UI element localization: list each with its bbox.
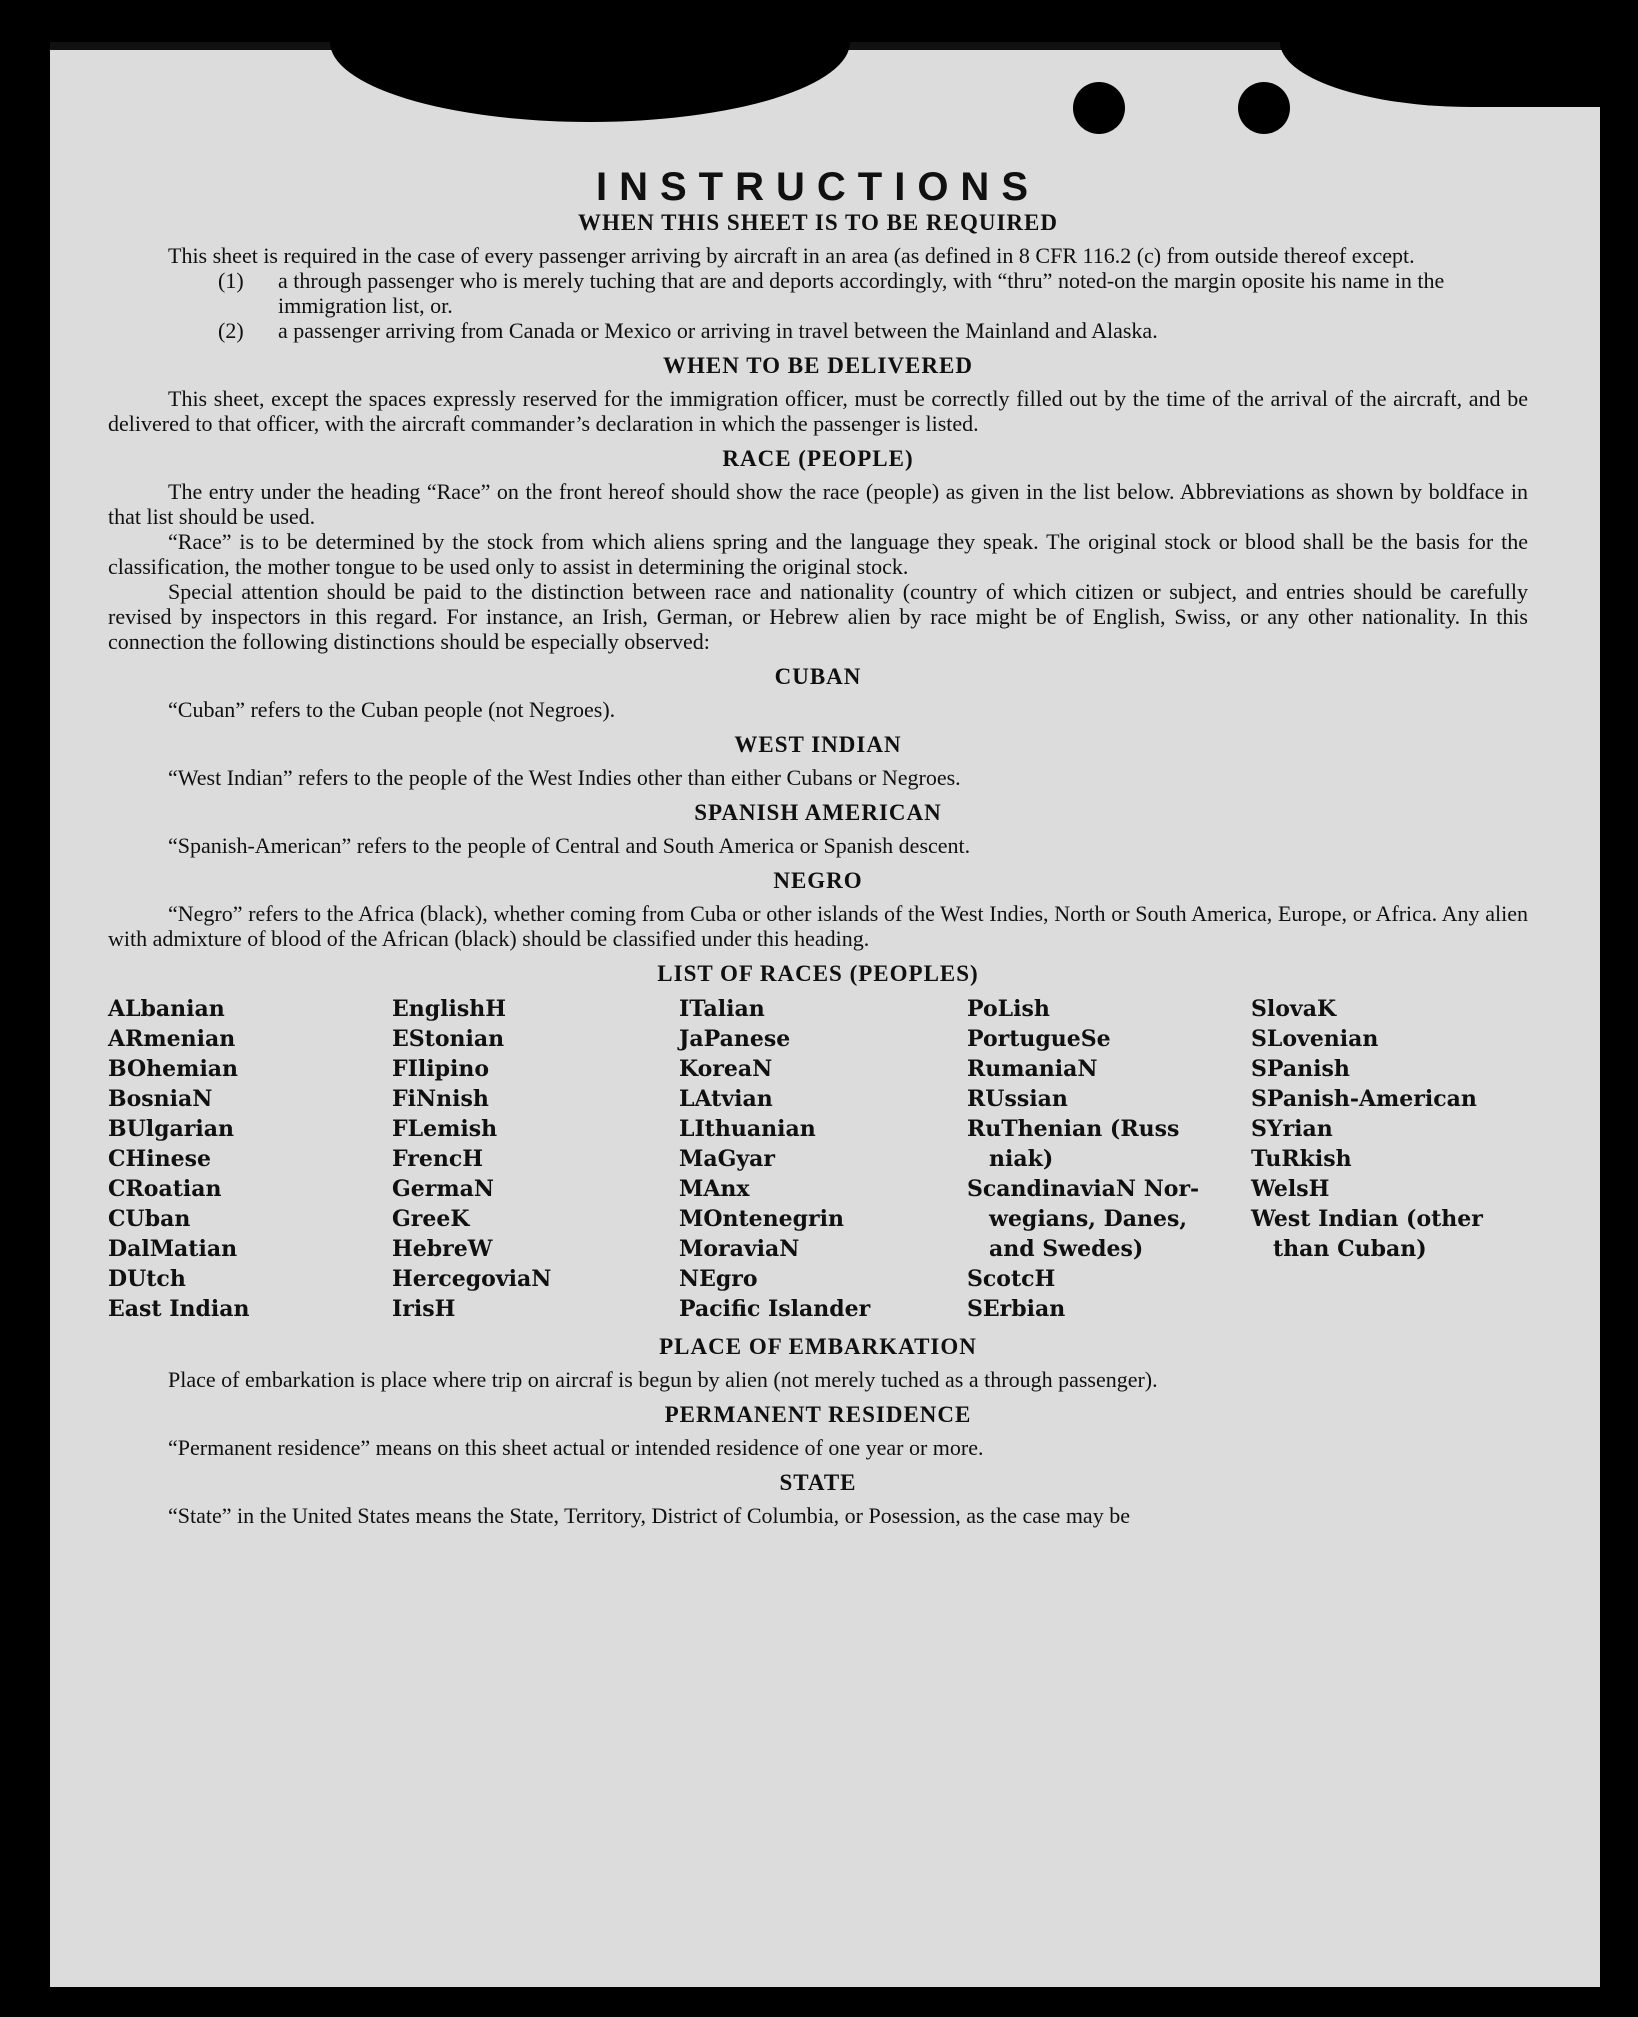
race-item: ALbanian — [108, 996, 225, 1022]
spanish-american-text: “Spanish-American” refers to the people of Central and South America or Spanish descent. — [168, 833, 971, 858]
race-item: RuThenian (Russ — [967, 1116, 1180, 1142]
race-item: ScotcH — [967, 1266, 1056, 1292]
section-heading-west-indian: WEST INDIAN — [734, 732, 902, 757]
race-item: EStonian — [392, 1026, 505, 1052]
delivered-text: This sheet, except the spaces expressly reserved for the immigration officer, must be correctly filled out by the time of the arrival of the aircraft, and be delivered to that officer, with the aircraft commander’s declaration in which the passenger is listed. — [108, 386, 1528, 436]
race-item-continued: wegians, Danes, — [989, 1206, 1187, 1232]
race-item: NEgro — [679, 1266, 758, 1292]
state-text: “State” in the United States means the State, Territory, District of Columbia, or Posession, as the case may be — [168, 1503, 1130, 1528]
race-item: HercegoviaN — [392, 1266, 552, 1292]
race-paragraph-3: Special attention should be paid to the distinction between race and nationality (country of which citizen or subject, and entries should be carefully revised by inspectors in this regard. For instance, an Irish, German, or Hebrew alien by race might be of English, Swiss, or any other nationality. In this connection the following distinctions should be especially observed: — [108, 579, 1528, 654]
races-column-4 — [967, 994, 1251, 1324]
west-indian-text: “West Indian” refers to the people of the West Indies other than either Cubans or Negroes. — [168, 765, 961, 790]
race-item: SErbian — [967, 1296, 1066, 1322]
section-heading-race: RACE (PEOPLE) — [722, 446, 914, 471]
page-title: INSTRUCTIONS — [596, 165, 1040, 209]
cuban-text: “Cuban” refers to the Cuban people (not Negroes). — [168, 697, 616, 722]
torn-edge — [1280, 42, 1600, 107]
exceptions-list — [218, 268, 1528, 343]
race-item: BosniaN — [108, 1086, 213, 1112]
negro-text: “Negro” refers to the Africa (black), whether coming from Cuba or other islands of the West Indies, North or South America, Europe, or Africa. Any alien with admixture of blood of the African (black) should be classified under this heading. — [108, 901, 1528, 951]
race-item: FIlipino — [392, 1056, 490, 1082]
race-item: CUban — [108, 1206, 191, 1232]
race-item: MoraviaN — [679, 1236, 800, 1262]
section-heading-required: WHEN THIS SHEET IS TO BE REQUIRED — [578, 210, 1058, 235]
section-heading-spanish-american: SPANISH AMERICAN — [694, 800, 942, 825]
race-item: DalMatian — [108, 1236, 238, 1262]
race-item: RUssian — [967, 1086, 1068, 1112]
race-item: ARmenian — [108, 1026, 236, 1052]
race-item: RumaniaN — [967, 1056, 1098, 1082]
punch-hole — [1238, 82, 1290, 134]
race-item: BUlgarian — [108, 1116, 234, 1142]
race-item: GreeK — [392, 1206, 470, 1232]
race-item: MAnx — [679, 1176, 750, 1202]
race-item: PortugueSe — [967, 1026, 1111, 1052]
race-item: FrencH — [392, 1146, 483, 1172]
race-item: West Indian (other — [1251, 1206, 1483, 1232]
race-paragraph-1: The entry under the heading “Race” on the front hereof should show the race (people) as given in the list below. Abbreviations as shown by boldface in that list should be used. — [108, 479, 1528, 529]
race-item: EnglishH — [392, 996, 507, 1022]
required-intro: This sheet is required in the case of every passenger arriving by aircraft in an area (as defined in 8 CFR 116.2 (c) from outside thereof except. — [168, 243, 1415, 268]
race-item: MOntenegrin — [679, 1206, 844, 1232]
race-item: HebreW — [392, 1236, 493, 1262]
race-item: SLovenian — [1251, 1026, 1379, 1052]
races-column-2 — [392, 994, 679, 1324]
races-list — [108, 994, 1528, 1324]
section-heading-cuban: CUBAN — [774, 664, 862, 689]
section-heading-delivered: WHEN TO BE DELIVERED — [663, 353, 973, 378]
race-item-continued: niak) — [989, 1146, 1054, 1172]
races-column-1 — [108, 994, 392, 1324]
race-item: Pacific Islander — [679, 1296, 871, 1322]
race-item-continued: than Cuban) — [1273, 1236, 1427, 1262]
embarkation-text: Place of embarkation is place where trip on aircraf is begun by alien (not merely tuched as a through passenger). — [168, 1367, 1158, 1392]
race-item: TuRkish — [1251, 1146, 1352, 1172]
section-heading-residence: PERMANENT RESIDENCE — [664, 1402, 972, 1427]
instructions-content — [108, 165, 1528, 1528]
list-item: (1) a through passenger who is merely tuching that are and deports accordingly, with “thru” noted-on the margin oposite his name in the immigration list, or. — [218, 268, 1445, 318]
race-item: DUtch — [108, 1266, 186, 1292]
race-item: SPanish-American — [1251, 1086, 1477, 1112]
document-sheet — [50, 42, 1600, 1987]
race-item: LIthuanian — [679, 1116, 816, 1142]
section-heading-embarkation: PLACE OF EMBARKATION — [659, 1334, 977, 1359]
section-heading-state: STATE — [779, 1470, 857, 1495]
section-heading-negro: NEGRO — [773, 868, 863, 893]
race-item: JaPanese — [679, 1026, 791, 1052]
race-item: FLemish — [392, 1116, 498, 1142]
race-item: FiNnish — [392, 1086, 489, 1112]
race-item: GermaN — [392, 1176, 495, 1202]
race-item: WelsH — [1251, 1176, 1330, 1202]
punch-hole — [1073, 82, 1125, 134]
races-column-3 — [679, 994, 967, 1324]
race-item: ITalian — [679, 996, 765, 1022]
section-heading-races: LIST OF RACES (PEOPLES) — [657, 961, 979, 986]
races-column-5 — [1251, 994, 1511, 1324]
race-item: IrisH — [392, 1296, 456, 1322]
race-item: CHinese — [108, 1146, 212, 1172]
list-item: (2) a passenger arriving from Canada or Mexico or arriving in travel between the Mainland and Alaska. — [218, 318, 1158, 343]
race-item-continued: and Swedes) — [989, 1236, 1144, 1262]
race-item: BOhemian — [108, 1056, 239, 1082]
race-item: PoLish — [967, 996, 1050, 1022]
race-item: SlovaK — [1251, 996, 1337, 1022]
race-item: ScandinaviaN Nor- — [967, 1176, 1200, 1202]
race-item: MaGyar — [679, 1146, 776, 1172]
race-item: East Indian — [108, 1296, 250, 1322]
race-item: LAtvian — [679, 1086, 773, 1112]
race-item: SYrian — [1251, 1116, 1333, 1142]
torn-edge — [330, 42, 850, 122]
race-item: SPanish — [1251, 1056, 1350, 1082]
race-paragraph-2: “Race” is to be determined by the stock from which aliens spring and the language they speak. The original stock or blood shall be the basis for the classification, the mother tongue to be used only to assist in determining the original stock. — [108, 529, 1528, 579]
race-item: KoreaN — [679, 1056, 773, 1082]
race-item: CRoatian — [108, 1176, 222, 1202]
residence-text: “Permanent residence” means on this sheet actual or intended residence of one year or more. — [168, 1435, 984, 1460]
